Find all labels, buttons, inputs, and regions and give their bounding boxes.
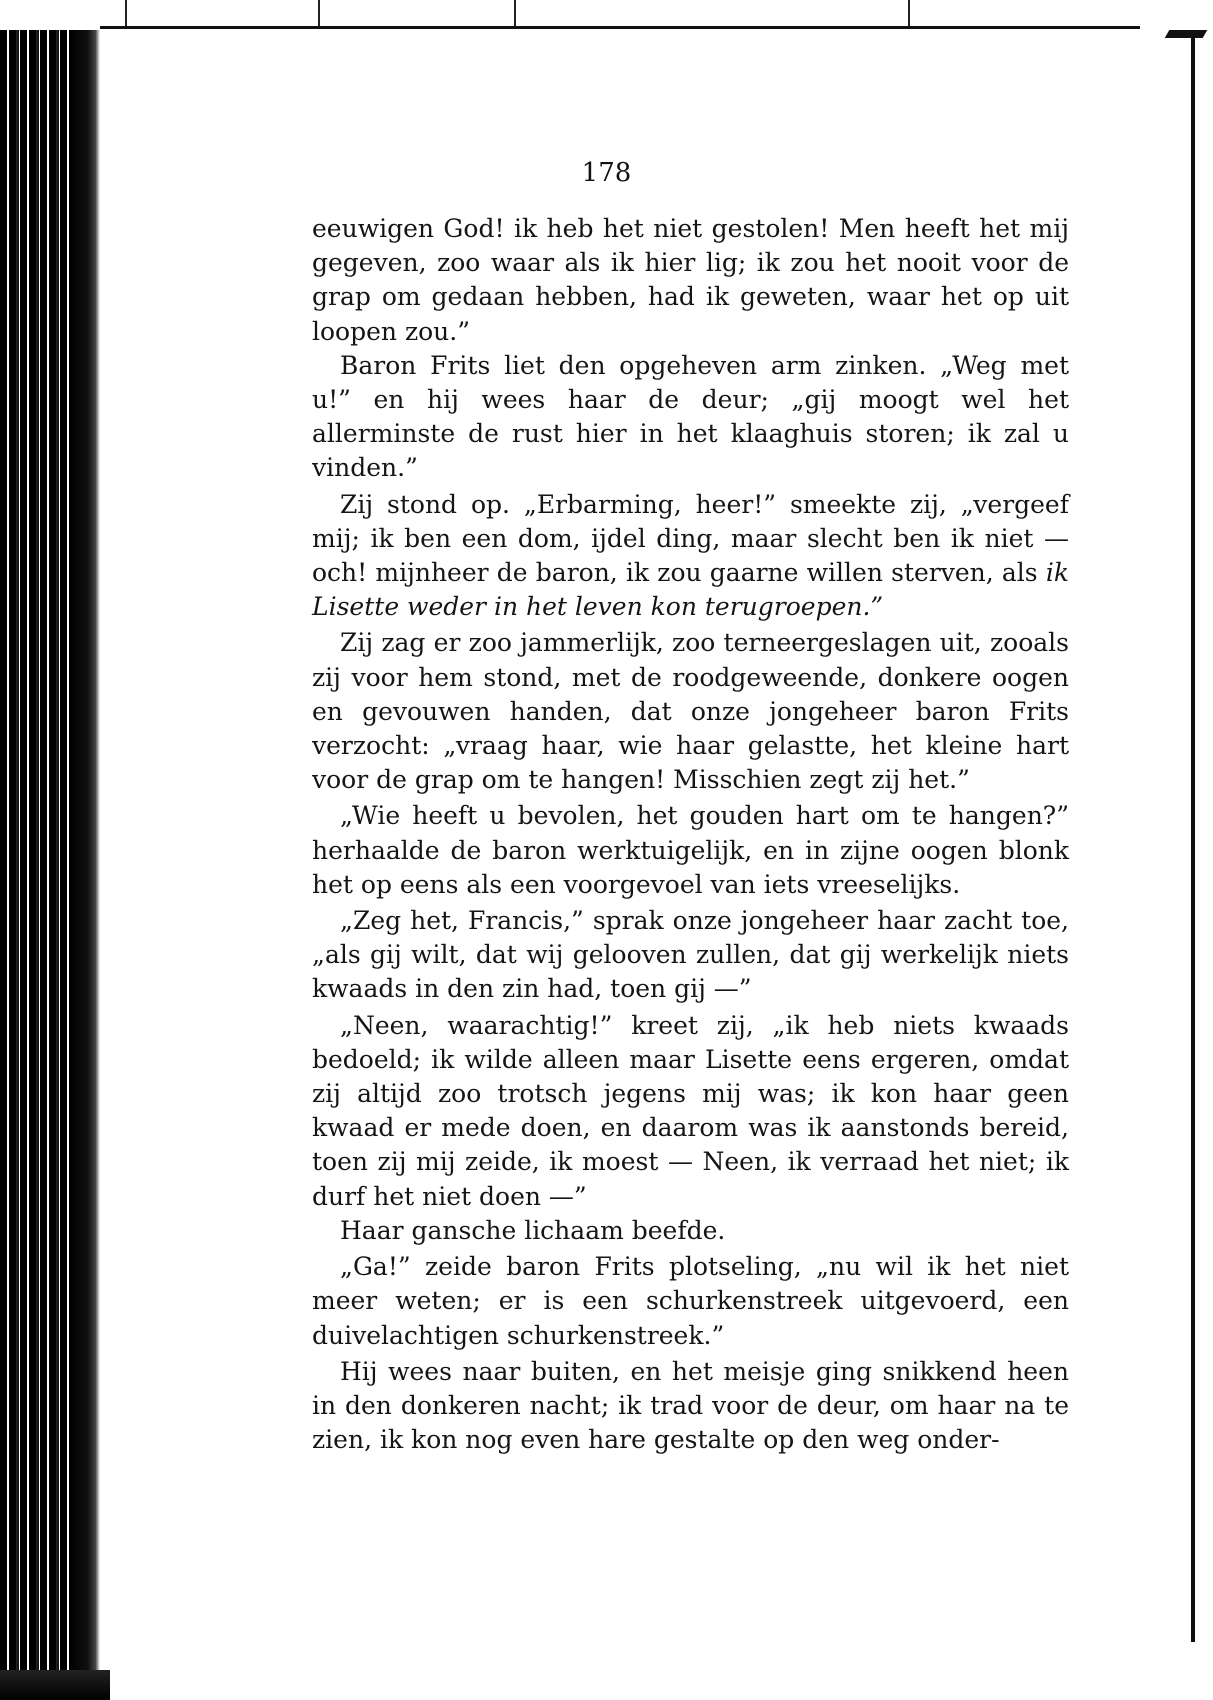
body-text xyxy=(312,212,1069,1457)
edge-tick xyxy=(908,0,910,26)
paragraph xyxy=(312,488,1069,625)
edge-tick xyxy=(125,0,127,26)
right-edge-cap xyxy=(1165,30,1208,38)
edge-tick xyxy=(514,0,516,26)
paragraph: „Zeg het, Francis,” sprak onze jongeheer haar zacht toe, „als gij wilt, dat wij gelooven zullen, dat gij werkelijk niets kwaads in den zin had, toen gij —” xyxy=(312,906,1069,1004)
paragraph: Zij zag er zoo jammerlijk, zoo terneergeslagen uit, zooals zij voor hem stond, met de roodgeweende, donkere oogen en gevouwen handen, dat onze jongeheer baron Frits verzocht: „vraag haar, wie haar gelastte, het kleine hart voor de grap om te hangen! Misschien zegt zij het.” xyxy=(312,628,1069,795)
paragraph: eeuwigen God! ik heb het niet gestolen! Men heeft het mij gegeven, zoo waar als ik hier lig; ik zou het nooit voor de grap om gedaan hebben, had ik geweten, waar het op uit loopen zou.” xyxy=(312,214,1069,346)
paragraph: „Neen, waarachtig!” kreet zij, „ik heb niets kwaads bedoeld; ik wilde alleen maar Lisette eens ergeren, omdat zij altijd zoo trotsch jegens mij was; ik kon haar geen kwaad er mede doen, en daarom was ik aanstonds bereid, toen zij mij zeide, ik moest — Neen, ik verraad het niet; ik durf het niet doen —” xyxy=(312,1010,1069,1211)
page-number: 178 xyxy=(581,158,632,188)
top-page-edge xyxy=(100,26,1140,29)
paragraph: Haar gansche lichaam beefde. xyxy=(340,1215,726,1245)
bottom-binding-mark xyxy=(0,1670,110,1700)
paragraph-italic-text: ik Lisette weder in het leven kon terugroepen.” xyxy=(312,558,1069,622)
paragraph: „Ga!” zeide baron Frits plotseling, „nu wil ik het niet meer weten; er is een schurkenstreek uitgevoerd, een duivelachtigen schurkenstreek.” xyxy=(312,1252,1069,1350)
paragraph: „Wie heeft u bevolen, het gouden hart om te hangen?” herhaalde de baron werktuigelijk, en in zijne oogen blonk het op eens als een voorgevoel van iets vreeselijks. xyxy=(312,801,1069,899)
right-page-edge xyxy=(1191,32,1195,1642)
edge-tick xyxy=(318,0,320,26)
paragraph: Hij wees naar buiten, en het meisje ging snikkend heen in den donkeren nacht; ik trad voor de deur, om haar na te zien, ik kon nog even hare gestalte op den weg onder- xyxy=(312,1356,1069,1455)
scanned-binding-edge xyxy=(0,30,100,1700)
paragraph-text: Zij stond op. „Erbarming, heer!” smeekte zij, „vergeef mij; ik ben een dom, ijdel ding, maar slecht ben ik niet — och! mijnheer de baron, ik zou gaarne willen sterven, als xyxy=(312,489,1069,588)
paragraph: Baron Frits liet den opgeheven arm zinken. „Weg met u!” en hij wees haar de deur; „gij moogt wel het allerminste de rust hier in het klaaghuis storen; ik zal u vinden.” xyxy=(312,350,1069,483)
